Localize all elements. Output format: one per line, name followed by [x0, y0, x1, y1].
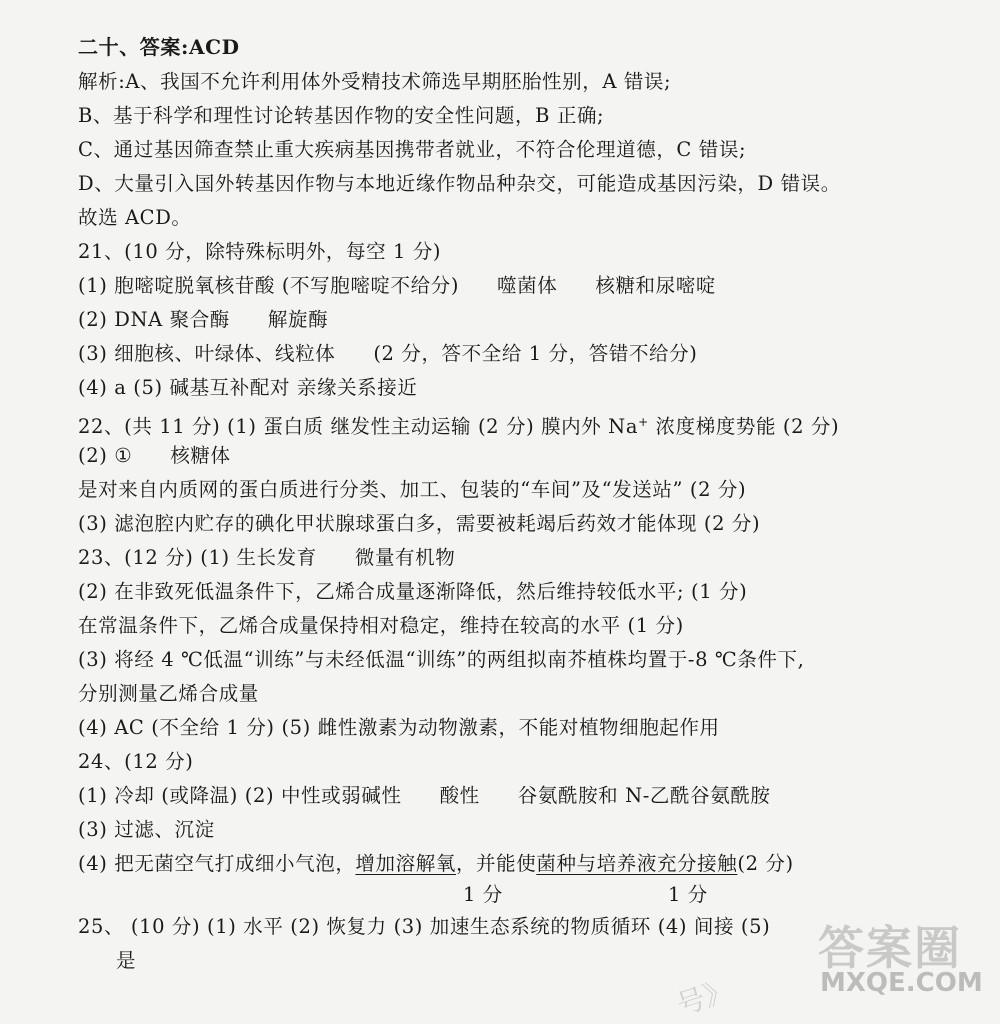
q22-answer-2: [78, 443, 231, 469]
q22-golgi-function: 是对来自内质网的蛋白质进行分类、加工、包装的“车间”及“发送站” (2 分): [78, 478, 747, 501]
q25-answer-5: 是: [116, 949, 137, 972]
q24-1-2-text: (1) 冷却 (或降温) (2) 中性或弱碱性: [78, 784, 402, 807]
q23-answer-4-5: (4) AC (不全给 1 分) (5) 雌性激素为动物激素，不能对植物细胞起作用: [78, 716, 720, 739]
q21-answer-2: [78, 307, 328, 333]
q23-1-growth: 23、(12 分) (1) 生长发育: [78, 546, 317, 569]
analysis-line-d: D、大量引入国外转基因作物与本地近缘作物品种杂交，可能造成基因污染，D 错误。: [78, 172, 841, 195]
q24-4-connector: ，并能使: [455, 852, 537, 875]
watermark-url: MXQE.COM: [820, 968, 983, 998]
q23-answer-3-line1: (3) 将经 4 ℃低温“训练”与未经低温“训练”的两组拟南芥植株均置于-8 ℃条件下,: [78, 648, 805, 671]
q23-1-trace: 微量有机物: [354, 546, 456, 569]
q21-3-organelles: (3) 细胞核、叶绿体、线粒体: [78, 342, 336, 365]
q23-answer-3-line2: 分别测量乙烯合成量: [78, 682, 259, 705]
q23-answer-2-line2: 在常温条件下，乙烯合成量保持相对稳定，维持在较高的水平 (1 分): [78, 614, 684, 637]
q22-1-gradient: 浓度梯度势能 (2 分): [648, 415, 840, 438]
q24-point-note-1: 1 分: [463, 883, 503, 906]
q24-answer-4: [78, 851, 794, 877]
q24-2-glutamine: 谷氨酰胺和 N-乙酰谷氨酰胺: [517, 784, 771, 807]
q21-2-helicase: 解旋酶: [267, 308, 329, 331]
q21-2-polymerase: (2) DNA 聚合酶: [78, 308, 230, 331]
question-22-answer-1: [78, 409, 839, 440]
q21-answer-3: [78, 341, 697, 367]
watermark-logo: 答案圈: [818, 921, 962, 975]
question-25-answer: 25、 (10 分) (1) 水平 (2) 恢复力 (3) 加速生态系统的物质循环 (4) 间接 (5): [78, 915, 771, 938]
analysis-line-a: 解析:A、我国不允许利用体外受精技术筛选早期胚胎性别，A 错误;: [78, 70, 672, 93]
q24-4-text: (4) 把无菌空气打成细小气泡，: [78, 852, 356, 875]
analysis-line-b: B、基于科学和理性讨论转基因作物的安全性问题，B 正确;: [78, 104, 605, 127]
watermark-mark: 号》: [672, 973, 737, 1022]
q21-answer-4-5: (4) a (5) 碱基互补配对 亲缘关系接近: [78, 376, 418, 399]
q22-2-number: (2) ①: [78, 444, 133, 467]
q22-answer-3: (3) 滤泡腔内贮存的碘化甲状腺球蛋白多，需要被耗竭后药效才能体现 (2 分): [78, 512, 761, 535]
analysis-conclusion: 故选 ACD。: [78, 206, 192, 229]
question-23-answer-1: [78, 545, 455, 571]
analysis-line-c: C、通过基因筛查禁止重大疾病基因携带者就业，不符合伦理道德，C 错误;: [78, 138, 747, 161]
q24-answer-3: (3) 过滤、沉淀: [78, 818, 215, 841]
q24-4-score: (2 分): [737, 852, 794, 875]
q24-point-note-2: 1 分: [668, 883, 708, 906]
q23-answer-2-line1: (2) 在非致死低温条件下，乙烯合成量逐渐降低，然后维持较低水平; (1 分): [78, 580, 748, 603]
question-21-heading: 21、(10 分，除特殊标明外，每空 1 分): [78, 240, 442, 263]
q22-2-ribosome: 核糖体: [170, 444, 231, 467]
q24-answer-1-2: [78, 783, 771, 809]
q24-2-acidic: 酸性: [439, 784, 480, 807]
q21-1-text: (1) 胞嘧啶脱氧核苷酸 (不写胞嘧啶不给分): [78, 274, 460, 297]
q21-3-scoring: (2 分，答不全给 1 分，答错不给分): [373, 342, 698, 365]
sodium-charge: +: [638, 415, 649, 429]
q24-4-contact-underlined: 菌种与培养液充分接触: [536, 852, 738, 875]
question-20-answer: 二十、答案:ACD: [78, 35, 240, 59]
question-24-heading: 24、(12 分): [78, 750, 194, 773]
q21-1-phage: 噬菌体: [497, 274, 558, 297]
q24-4-oxygen-underlined: 增加溶解氧: [355, 852, 456, 875]
q22-1-text: 22、(共 11 分) (1) 蛋白质 继发性主动运输 (2 分) 膜内外 Na: [78, 415, 639, 438]
q21-1-ribose: 核糖和尿嘧啶: [595, 274, 716, 297]
q21-answer-1: [78, 273, 716, 299]
